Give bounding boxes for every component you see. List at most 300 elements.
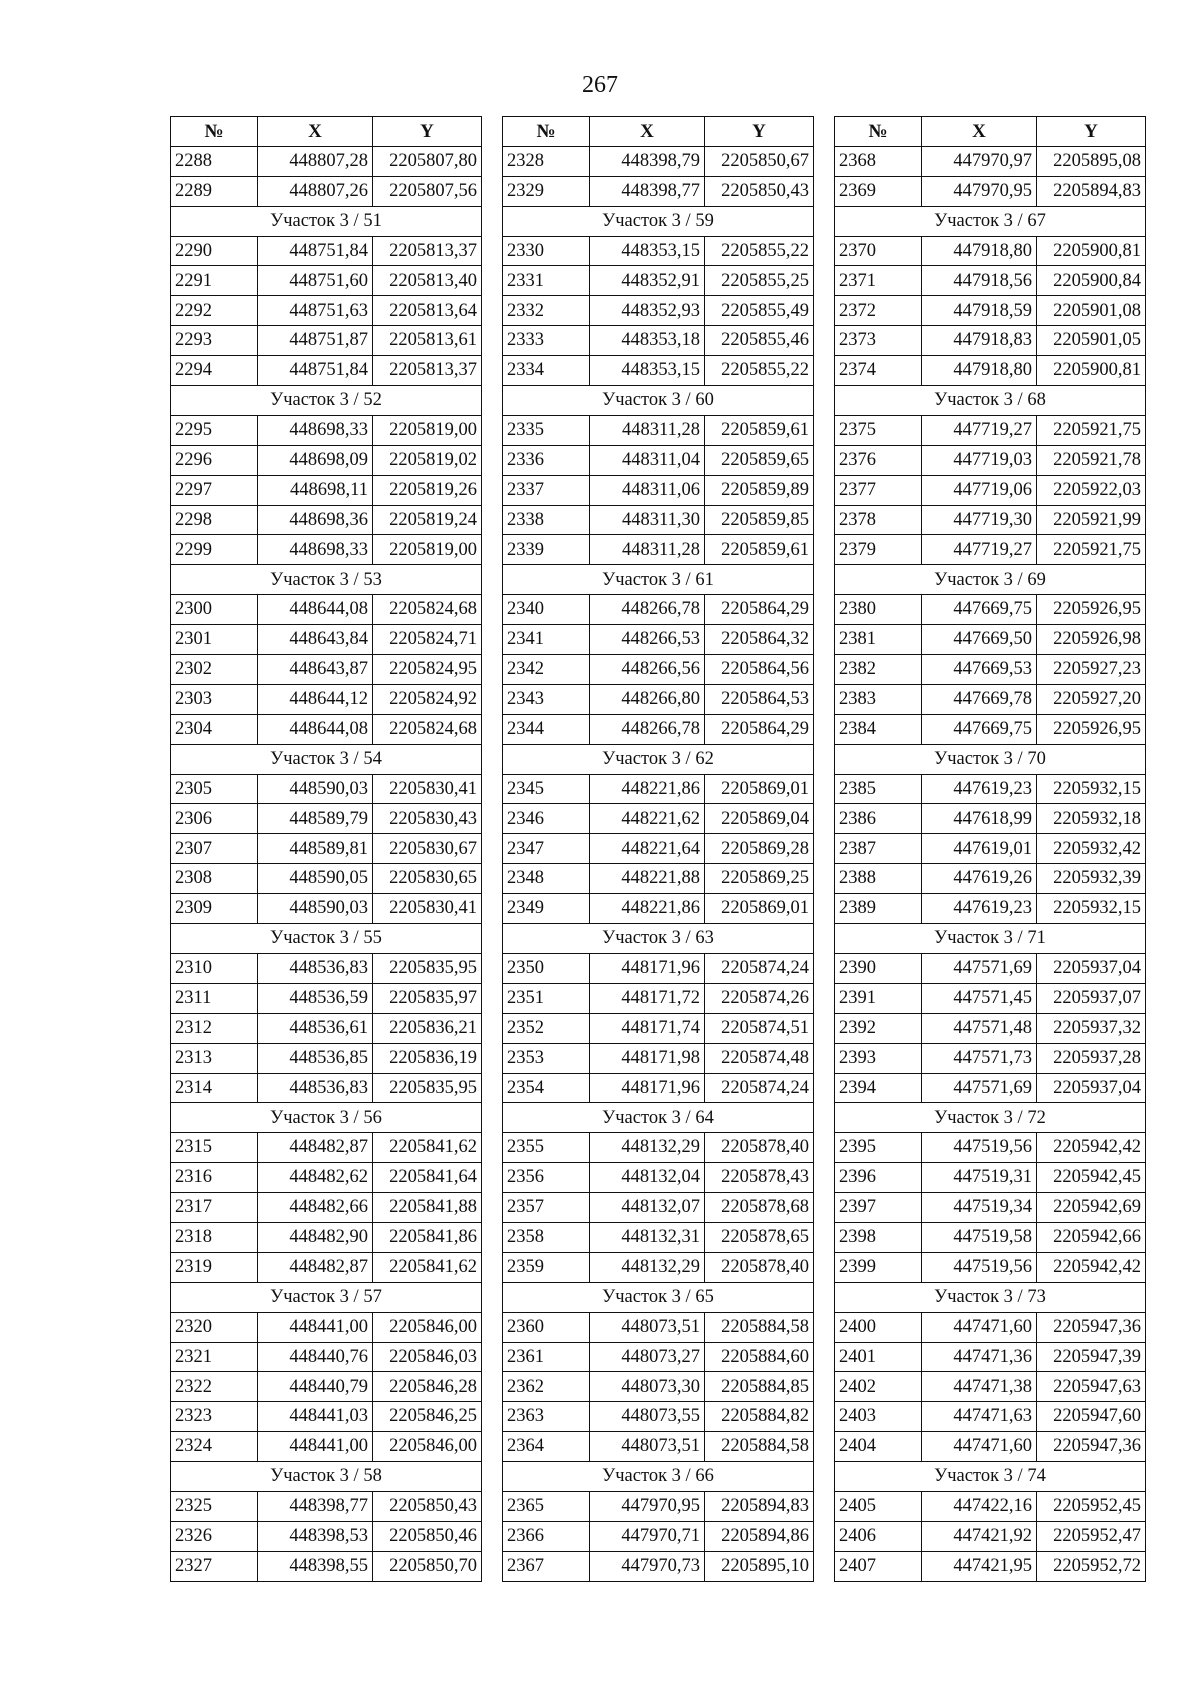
point-number: 2325: [171, 1491, 258, 1521]
section-label: Участок 3 / 66: [503, 1462, 814, 1492]
y-coordinate: 2205869,01: [705, 894, 814, 924]
x-coordinate: 447619,23: [922, 894, 1037, 924]
point-number: 2389: [835, 894, 922, 924]
y-coordinate: 2205841,62: [373, 1252, 482, 1282]
point-number: 2327: [171, 1551, 258, 1581]
point-number: 2305: [171, 774, 258, 804]
table-row: [503, 236, 814, 266]
y-coordinate: 2205850,46: [373, 1521, 482, 1551]
section-row: [835, 1103, 1146, 1133]
x-coordinate: 448132,31: [590, 1222, 705, 1252]
x-coordinate: 447571,45: [922, 983, 1037, 1013]
point-number: 2339: [503, 535, 590, 565]
x-coordinate: 448171,74: [590, 1013, 705, 1043]
y-coordinate: 2205807,80: [373, 146, 482, 176]
x-coordinate: 448643,87: [258, 655, 373, 685]
x-coordinate: 448073,51: [590, 1312, 705, 1342]
x-coordinate: 447519,56: [922, 1252, 1037, 1282]
point-number: 2364: [503, 1432, 590, 1462]
point-number: 2303: [171, 684, 258, 714]
x-coordinate: 448589,81: [258, 834, 373, 864]
table-row: [171, 1521, 482, 1551]
table-row: [171, 774, 482, 804]
x-coordinate: 447471,60: [922, 1432, 1037, 1462]
table-row: [171, 505, 482, 535]
y-coordinate: 2205937,32: [1037, 1013, 1146, 1043]
point-number: 2298: [171, 505, 258, 535]
x-coordinate: 447422,16: [922, 1491, 1037, 1521]
point-number: 2315: [171, 1133, 258, 1163]
y-coordinate: 2205859,61: [705, 415, 814, 445]
x-coordinate: 448589,79: [258, 804, 373, 834]
x-coordinate: 447471,63: [922, 1402, 1037, 1432]
table-row: [171, 1551, 482, 1581]
x-coordinate: 447421,95: [922, 1551, 1037, 1581]
y-coordinate: 2205819,00: [373, 535, 482, 565]
y-coordinate: 2205813,37: [373, 236, 482, 266]
point-number: 2296: [171, 445, 258, 475]
table-row: [835, 774, 1146, 804]
point-number: 2348: [503, 864, 590, 894]
y-coordinate: 2205900,84: [1037, 266, 1146, 296]
point-number: 2394: [835, 1073, 922, 1103]
table-row: [503, 983, 814, 1013]
point-number: 2321: [171, 1342, 258, 1372]
x-coordinate: 447571,69: [922, 1073, 1037, 1103]
table-body: [835, 146, 1146, 1581]
point-number: 2309: [171, 894, 258, 924]
y-coordinate: 2205926,95: [1037, 595, 1146, 625]
point-number: 2322: [171, 1372, 258, 1402]
x-coordinate: 448132,07: [590, 1193, 705, 1223]
point-number: 2350: [503, 953, 590, 983]
point-number: 2292: [171, 296, 258, 326]
point-number: 2382: [835, 655, 922, 685]
x-coordinate: 448536,61: [258, 1013, 373, 1043]
y-coordinate: 2205878,68: [705, 1193, 814, 1223]
x-coordinate: 447918,80: [922, 236, 1037, 266]
section-row: [503, 924, 814, 954]
point-number: 2361: [503, 1342, 590, 1372]
table-row: [835, 356, 1146, 386]
point-number: 2328: [503, 146, 590, 176]
y-coordinate: 2205855,22: [705, 356, 814, 386]
table-row: [835, 655, 1146, 685]
section-row: [835, 744, 1146, 774]
table-row: [503, 445, 814, 475]
point-number: 2390: [835, 953, 922, 983]
table-row: [171, 714, 482, 744]
table-row: [171, 655, 482, 685]
x-coordinate: 448132,04: [590, 1163, 705, 1193]
x-coordinate: 448398,53: [258, 1521, 373, 1551]
y-coordinate: 2205824,71: [373, 625, 482, 655]
point-number: 2359: [503, 1252, 590, 1282]
y-coordinate: 2205947,39: [1037, 1342, 1146, 1372]
page-number: 267: [582, 72, 618, 98]
section-label: Участок 3 / 55: [171, 924, 482, 954]
y-coordinate: 2205841,62: [373, 1133, 482, 1163]
point-number: 2288: [171, 146, 258, 176]
y-coordinate: 2205819,26: [373, 475, 482, 505]
y-coordinate: 2205952,72: [1037, 1551, 1146, 1581]
table-row: [835, 1193, 1146, 1223]
table-row: [503, 1521, 814, 1551]
point-number: 2329: [503, 176, 590, 206]
y-coordinate: 2205824,68: [373, 595, 482, 625]
coordinate-table-2: [502, 116, 814, 1582]
table-row: [171, 1342, 482, 1372]
table-row: [835, 1252, 1146, 1282]
x-coordinate: 448751,87: [258, 326, 373, 356]
section-label: Участок 3 / 65: [503, 1282, 814, 1312]
y-coordinate: 2205864,29: [705, 714, 814, 744]
table-row: [171, 1073, 482, 1103]
y-coordinate: 2205830,43: [373, 804, 482, 834]
x-coordinate: 448221,62: [590, 804, 705, 834]
y-coordinate: 2205824,68: [373, 714, 482, 744]
table-row: [171, 1402, 482, 1432]
section-label: Участок 3 / 72: [835, 1103, 1146, 1133]
point-number: 2291: [171, 266, 258, 296]
point-number: 2326: [171, 1521, 258, 1551]
section-label: Участок 3 / 53: [171, 565, 482, 595]
table-row: [503, 1372, 814, 1402]
y-coordinate: 2205830,41: [373, 774, 482, 804]
table-row: [503, 953, 814, 983]
section-row: [503, 1282, 814, 1312]
table-row: [503, 684, 814, 714]
section-label: Участок 3 / 67: [835, 206, 1146, 236]
y-coordinate: 2205878,40: [705, 1133, 814, 1163]
x-coordinate: 448698,36: [258, 505, 373, 535]
table-row: [503, 1073, 814, 1103]
y-coordinate: 2205846,00: [373, 1432, 482, 1462]
x-coordinate: 448751,84: [258, 236, 373, 266]
y-coordinate: 2205850,67: [705, 146, 814, 176]
x-coordinate: 448536,59: [258, 983, 373, 1013]
point-number: 2346: [503, 804, 590, 834]
table-row: [503, 1551, 814, 1581]
y-coordinate: 2205874,51: [705, 1013, 814, 1043]
table-row: [503, 415, 814, 445]
x-coordinate: 448482,66: [258, 1193, 373, 1223]
point-number: 2344: [503, 714, 590, 744]
header-number: №: [503, 117, 590, 147]
point-number: 2399: [835, 1252, 922, 1282]
table-row: [503, 834, 814, 864]
table-row: [503, 1163, 814, 1193]
y-coordinate: 2205859,89: [705, 475, 814, 505]
x-coordinate: 447471,60: [922, 1312, 1037, 1342]
point-number: 2404: [835, 1432, 922, 1462]
table-row: [171, 983, 482, 1013]
y-coordinate: 2205952,47: [1037, 1521, 1146, 1551]
x-coordinate: 448132,29: [590, 1252, 705, 1282]
y-coordinate: 2205846,03: [373, 1342, 482, 1372]
point-number: 2295: [171, 415, 258, 445]
point-number: 2387: [835, 834, 922, 864]
point-number: 2368: [835, 146, 922, 176]
y-coordinate: 2205869,04: [705, 804, 814, 834]
point-number: 2311: [171, 983, 258, 1013]
section-label: Участок 3 / 69: [835, 565, 1146, 595]
table-row: [171, 266, 482, 296]
y-coordinate: 2205932,15: [1037, 894, 1146, 924]
y-coordinate: 2205874,24: [705, 953, 814, 983]
table-row: [171, 864, 482, 894]
point-number: 2302: [171, 655, 258, 685]
table-row: [835, 1521, 1146, 1551]
x-coordinate: 447619,01: [922, 834, 1037, 864]
table-row: [503, 894, 814, 924]
y-coordinate: 2205846,28: [373, 1372, 482, 1402]
section-label: Участок 3 / 71: [835, 924, 1146, 954]
table-row: [171, 1133, 482, 1163]
x-coordinate: 448807,26: [258, 176, 373, 206]
point-number: 2391: [835, 983, 922, 1013]
coordinate-table-3: [834, 116, 1146, 1582]
y-coordinate: 2205947,36: [1037, 1432, 1146, 1462]
table-row: [835, 266, 1146, 296]
x-coordinate: 448353,15: [590, 356, 705, 386]
table-row: [835, 684, 1146, 714]
point-number: 2407: [835, 1551, 922, 1581]
section-label: Участок 3 / 61: [503, 565, 814, 595]
point-number: 2406: [835, 1521, 922, 1551]
y-coordinate: 2205884,58: [705, 1312, 814, 1342]
section-label: Участок 3 / 73: [835, 1282, 1146, 1312]
y-coordinate: 2205836,21: [373, 1013, 482, 1043]
x-coordinate: 448751,84: [258, 356, 373, 386]
point-number: 2340: [503, 595, 590, 625]
x-coordinate: 448352,93: [590, 296, 705, 326]
x-coordinate: 448590,03: [258, 774, 373, 804]
point-number: 2337: [503, 475, 590, 505]
point-number: 2365: [503, 1491, 590, 1521]
point-number: 2373: [835, 326, 922, 356]
table-row: [171, 1491, 482, 1521]
y-coordinate: 2205952,45: [1037, 1491, 1146, 1521]
table-row: [503, 176, 814, 206]
table-row: [503, 1402, 814, 1432]
point-number: 2351: [503, 983, 590, 1013]
point-number: 2343: [503, 684, 590, 714]
table-row: [835, 595, 1146, 625]
section-label: Участок 3 / 70: [835, 744, 1146, 774]
point-number: 2378: [835, 505, 922, 535]
point-number: 2384: [835, 714, 922, 744]
section-label: Участок 3 / 58: [171, 1462, 482, 1492]
x-coordinate: 448266,78: [590, 595, 705, 625]
x-coordinate: 448221,88: [590, 864, 705, 894]
section-label: Участок 3 / 63: [503, 924, 814, 954]
y-coordinate: 2205855,49: [705, 296, 814, 326]
y-coordinate: 2205932,18: [1037, 804, 1146, 834]
point-number: 2334: [503, 356, 590, 386]
table-row: [171, 1372, 482, 1402]
x-coordinate: 448441,00: [258, 1312, 373, 1342]
x-coordinate: 447519,34: [922, 1193, 1037, 1223]
table-row: [171, 1222, 482, 1252]
point-number: 2398: [835, 1222, 922, 1252]
table-row: [503, 1013, 814, 1043]
y-coordinate: 2205926,95: [1037, 714, 1146, 744]
point-number: 2367: [503, 1551, 590, 1581]
y-coordinate: 2205835,95: [373, 1073, 482, 1103]
table-row: [503, 535, 814, 565]
section-label: Участок 3 / 51: [171, 206, 482, 236]
x-coordinate: 448440,76: [258, 1342, 373, 1372]
x-coordinate: 448482,90: [258, 1222, 373, 1252]
table-row: [503, 1133, 814, 1163]
table-row: [835, 1432, 1146, 1462]
point-number: 2290: [171, 236, 258, 266]
point-number: 2318: [171, 1222, 258, 1252]
table-row: [835, 296, 1146, 326]
table-row: [835, 535, 1146, 565]
point-number: 2388: [835, 864, 922, 894]
table-row: [503, 804, 814, 834]
x-coordinate: 448590,03: [258, 894, 373, 924]
x-coordinate: 448073,30: [590, 1372, 705, 1402]
section-row: [835, 1282, 1146, 1312]
x-coordinate: 447970,73: [590, 1551, 705, 1581]
y-coordinate: 2205864,32: [705, 625, 814, 655]
table-row: [171, 1252, 482, 1282]
point-number: 2299: [171, 535, 258, 565]
table-row: [835, 326, 1146, 356]
point-number: 2338: [503, 505, 590, 535]
point-number: 2363: [503, 1402, 590, 1432]
table-header-row: [503, 117, 814, 147]
x-coordinate: 448441,03: [258, 1402, 373, 1432]
table-row: [171, 1163, 482, 1193]
y-coordinate: 2205874,48: [705, 1043, 814, 1073]
y-coordinate: 2205921,99: [1037, 505, 1146, 535]
x-coordinate: 448482,87: [258, 1133, 373, 1163]
section-row: [171, 744, 482, 774]
point-number: 2307: [171, 834, 258, 864]
table-row: [835, 1372, 1146, 1402]
point-number: 2300: [171, 595, 258, 625]
section-row: [835, 565, 1146, 595]
section-label: Участок 3 / 68: [835, 386, 1146, 416]
table-row: [503, 266, 814, 296]
point-number: 2336: [503, 445, 590, 475]
y-coordinate: 2205942,66: [1037, 1222, 1146, 1252]
section-row: [503, 386, 814, 416]
x-coordinate: 447571,48: [922, 1013, 1037, 1043]
x-coordinate: 448221,86: [590, 894, 705, 924]
y-coordinate: 2205884,82: [705, 1402, 814, 1432]
point-number: 2342: [503, 655, 590, 685]
point-number: 2393: [835, 1043, 922, 1073]
y-coordinate: 2205813,64: [373, 296, 482, 326]
point-number: 2320: [171, 1312, 258, 1342]
x-coordinate: 447471,36: [922, 1342, 1037, 1372]
x-coordinate: 447970,95: [590, 1491, 705, 1521]
y-coordinate: 2205841,64: [373, 1163, 482, 1193]
y-coordinate: 2205942,69: [1037, 1193, 1146, 1223]
table-row: [503, 595, 814, 625]
x-coordinate: 447519,58: [922, 1222, 1037, 1252]
section-label: Участок 3 / 52: [171, 386, 482, 416]
section-label: Участок 3 / 56: [171, 1103, 482, 1133]
x-coordinate: 448171,96: [590, 953, 705, 983]
point-number: 2308: [171, 864, 258, 894]
point-number: 2355: [503, 1133, 590, 1163]
point-number: 2392: [835, 1013, 922, 1043]
table-row: [171, 1432, 482, 1462]
table-row: [503, 714, 814, 744]
x-coordinate: 448352,91: [590, 266, 705, 296]
table-row: [835, 983, 1146, 1013]
y-coordinate: 2205942,45: [1037, 1163, 1146, 1193]
x-coordinate: 447970,95: [922, 176, 1037, 206]
point-number: 2289: [171, 176, 258, 206]
section-row: [503, 206, 814, 236]
y-coordinate: 2205813,61: [373, 326, 482, 356]
table-row: [503, 1043, 814, 1073]
x-coordinate: 447918,56: [922, 266, 1037, 296]
x-coordinate: 448398,79: [590, 146, 705, 176]
x-coordinate: 448698,11: [258, 475, 373, 505]
point-number: 2353: [503, 1043, 590, 1073]
table-row: [171, 475, 482, 505]
y-coordinate: 2205878,43: [705, 1163, 814, 1193]
section-label: Участок 3 / 54: [171, 744, 482, 774]
point-number: 2304: [171, 714, 258, 744]
header-x: X: [258, 117, 373, 147]
table-row: [171, 1043, 482, 1073]
x-coordinate: 448266,56: [590, 655, 705, 685]
x-coordinate: 448398,77: [590, 176, 705, 206]
point-number: 2362: [503, 1372, 590, 1402]
y-coordinate: 2205901,08: [1037, 296, 1146, 326]
x-coordinate: 448221,64: [590, 834, 705, 864]
point-number: 2323: [171, 1402, 258, 1432]
point-number: 2294: [171, 356, 258, 386]
table-row: [171, 894, 482, 924]
x-coordinate: 447519,56: [922, 1133, 1037, 1163]
y-coordinate: 2205819,00: [373, 415, 482, 445]
y-coordinate: 2205841,88: [373, 1193, 482, 1223]
x-coordinate: 447669,75: [922, 714, 1037, 744]
y-coordinate: 2205937,04: [1037, 1073, 1146, 1103]
table-body: [503, 146, 814, 1581]
section-row: [503, 1103, 814, 1133]
table-row: [835, 445, 1146, 475]
point-number: 2374: [835, 356, 922, 386]
point-number: 2385: [835, 774, 922, 804]
table-row: [835, 1342, 1146, 1372]
y-coordinate: 2205921,78: [1037, 445, 1146, 475]
table-row: [171, 595, 482, 625]
section-label: Участок 3 / 74: [835, 1462, 1146, 1492]
point-number: 2335: [503, 415, 590, 445]
point-number: 2306: [171, 804, 258, 834]
section-row: [503, 744, 814, 774]
y-coordinate: 2205921,75: [1037, 415, 1146, 445]
point-number: 2375: [835, 415, 922, 445]
point-number: 2379: [835, 535, 922, 565]
table-row: [503, 505, 814, 535]
table-row: [503, 326, 814, 356]
y-coordinate: 2205900,81: [1037, 236, 1146, 266]
point-number: 2395: [835, 1133, 922, 1163]
point-number: 2386: [835, 804, 922, 834]
